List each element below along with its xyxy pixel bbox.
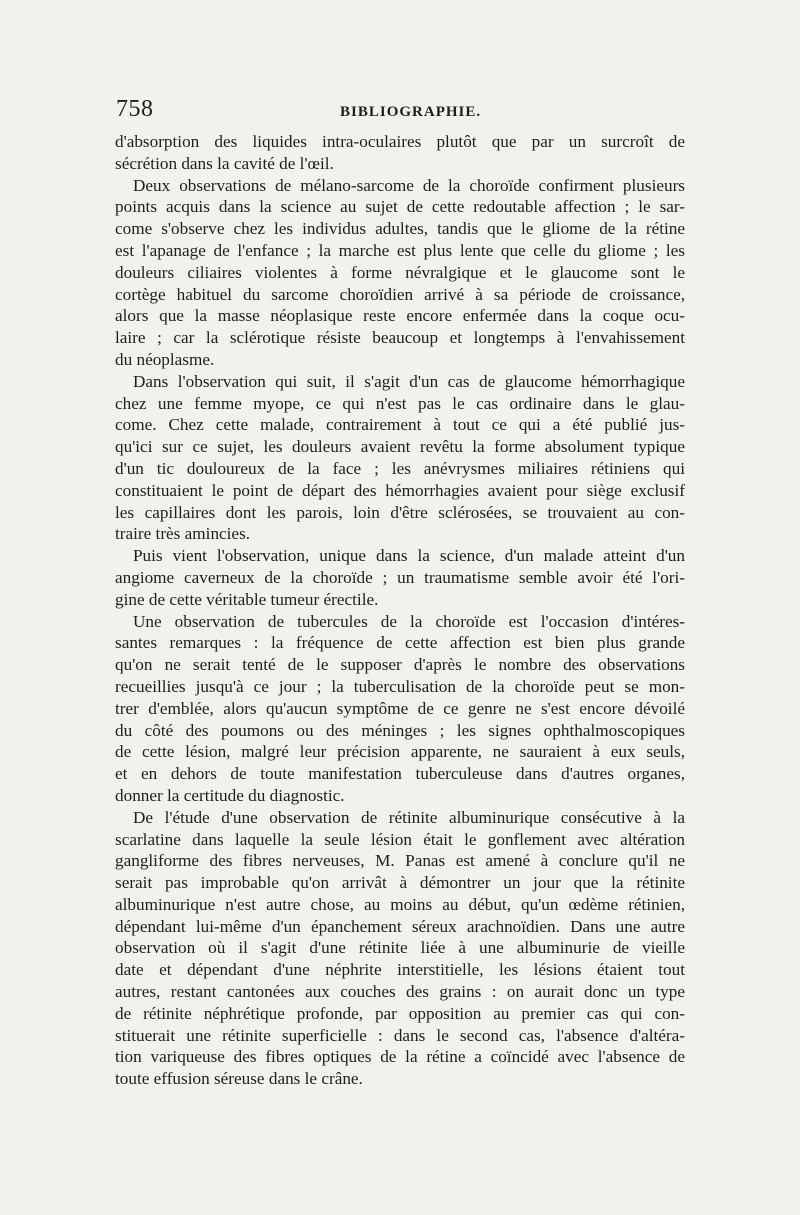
text-line: Puis vient l'observation, unique dans la science, d'un malade atteint d'un bbox=[133, 546, 685, 566]
page-header bbox=[116, 96, 686, 126]
text-line: constituaient le point de départ des hémorrhagies avaient pour siège exclusif bbox=[115, 480, 685, 500]
paragraph bbox=[115, 371, 685, 545]
text-line: tion variqueuse des fibres optiques de la rétine a coïncidé avec l'absence de bbox=[115, 1047, 685, 1067]
text-line: de cette lésion, malgré leur précision apparente, ne sauraient à eux seuls, bbox=[115, 742, 685, 762]
text-line: autres, restant cantonées aux couches des grains : on aurait donc un type bbox=[115, 982, 685, 1002]
text-line: chez une femme myope, ce qui n'est pas le cas ordinaire dans le glau- bbox=[115, 393, 685, 413]
text-line: dépendant lui-même d'un épanchement séreux arachnoïdien. Dans une autre bbox=[115, 916, 685, 936]
text-line: serait pas improbable qu'on arrivât à démontrer un jour que la rétinite bbox=[115, 873, 685, 893]
text-line: laire ; car la sclérotique résiste beaucoup et longtemps à l'envahissement bbox=[115, 328, 685, 348]
text-line: douleurs ciliaires violentes à forme névralgique et le glaucome sont le bbox=[115, 262, 685, 282]
text-line: observation où il s'agit d'une rétinite liée à une albuminurie de vieille bbox=[115, 938, 685, 958]
text-line: De l'étude d'une observation de rétinite albuminurique consécutive à la bbox=[133, 807, 685, 827]
text-line: les capillaires dont les parois, loin d'être sclérosées, se trouvaient au con- bbox=[115, 502, 685, 522]
text-line: traire très amincies. bbox=[115, 524, 251, 544]
text-line: albuminurique n'est autre chose, au moins au début, qu'un œdème rétinien, bbox=[115, 894, 685, 914]
page-number: 758 bbox=[116, 96, 154, 122]
text-line: qu'ici sur ce sujet, les douleurs avaient revêtu la forme absolument typique bbox=[115, 437, 685, 457]
text-line: d'un tic douloureux de la face ; les anévrysmes miliaires rétiniens qui bbox=[115, 458, 685, 478]
page-body bbox=[115, 131, 685, 1090]
paragraph bbox=[115, 545, 685, 610]
text-line: points acquis dans la science au sujet de cette redoutable affection ; le sar- bbox=[115, 197, 685, 217]
text-line: Dans l'observation qui suit, il s'agit d'un cas de glaucome hémorrhagique bbox=[133, 371, 685, 391]
text-line: trer d'emblée, alors qu'aucun symptôme de ce genre ne s'est encore dévoilé bbox=[115, 698, 685, 718]
text-line: gangliforme des fibres nerveuses, M. Panas est amené à conclure qu'il ne bbox=[115, 851, 685, 871]
text-line: Deux observations de mélano-sarcome de la choroïde confirment plusieurs bbox=[133, 175, 685, 195]
text-line: santes remarques : la fréquence de cette affection est bien plus grande bbox=[115, 633, 685, 653]
text-line: Une observation de tubercules de la choroïde est l'occasion d'intéres- bbox=[133, 611, 685, 631]
paragraph bbox=[115, 175, 685, 371]
text-line: date et dépendant d'une néphrite interstitielle, les lésions étaient tout bbox=[115, 960, 685, 980]
text-line: stituerait une rétinite superficielle : dans le second cas, l'absence d'altéra- bbox=[115, 1025, 685, 1045]
text-line: sécrétion dans la cavité de l'œil. bbox=[115, 153, 334, 173]
text-line: du côté des poumons ou des méninges ; les signes ophthalmoscopiques bbox=[115, 720, 685, 740]
text-line: donner la certitude du diagnostic. bbox=[115, 785, 345, 805]
paragraph bbox=[115, 131, 685, 175]
text-line: est l'apanage de l'enfance ; la marche est plus lente que celle du gliome ; les bbox=[115, 240, 685, 260]
text-line: angiome caverneux de la choroïde ; un traumatisme semble avoir été l'ori- bbox=[115, 567, 685, 587]
text-line: gine de cette véritable tumeur érectile. bbox=[115, 589, 379, 609]
text-line: de rétinite néphrétique profonde, par opposition au premier cas qui con- bbox=[115, 1003, 685, 1023]
running-head: BIBLIOGRAPHIE. bbox=[340, 104, 482, 120]
text-line: cortège habituel du sarcome choroïdien arrivé à sa période de croissance, bbox=[115, 284, 685, 304]
text-line: come s'observe chez les individus adultes, tandis que le gliome de la rétine bbox=[115, 219, 685, 239]
text-line: scarlatine dans laquelle la seule lésion était le gonflement avec altération bbox=[115, 829, 685, 849]
text-line: d'absorption des liquides intra-oculaires plutôt que par un surcroît de bbox=[115, 132, 685, 151]
text-line: alors que la masse néoplasique reste encore enfermée dans la coque ocu- bbox=[115, 306, 685, 326]
paragraph bbox=[115, 611, 685, 807]
text-line: toute effusion séreuse dans le crâne. bbox=[115, 1069, 363, 1089]
paragraph bbox=[115, 807, 685, 1090]
text-line: come. Chez cette malade, contrairement à tout ce qui a été publié jus- bbox=[115, 415, 685, 435]
text-line: qu'on ne serait tenté de le supposer d'après le nombre des observations bbox=[115, 655, 685, 675]
text-line: et en dehors de toute manifestation tuberculeuse dans d'autres organes, bbox=[115, 764, 685, 784]
text-line: du néoplasme. bbox=[115, 349, 215, 369]
text-line: recueillies jusqu'à ce jour ; la tuberculisation de la choroïde peut se mon- bbox=[115, 676, 685, 696]
